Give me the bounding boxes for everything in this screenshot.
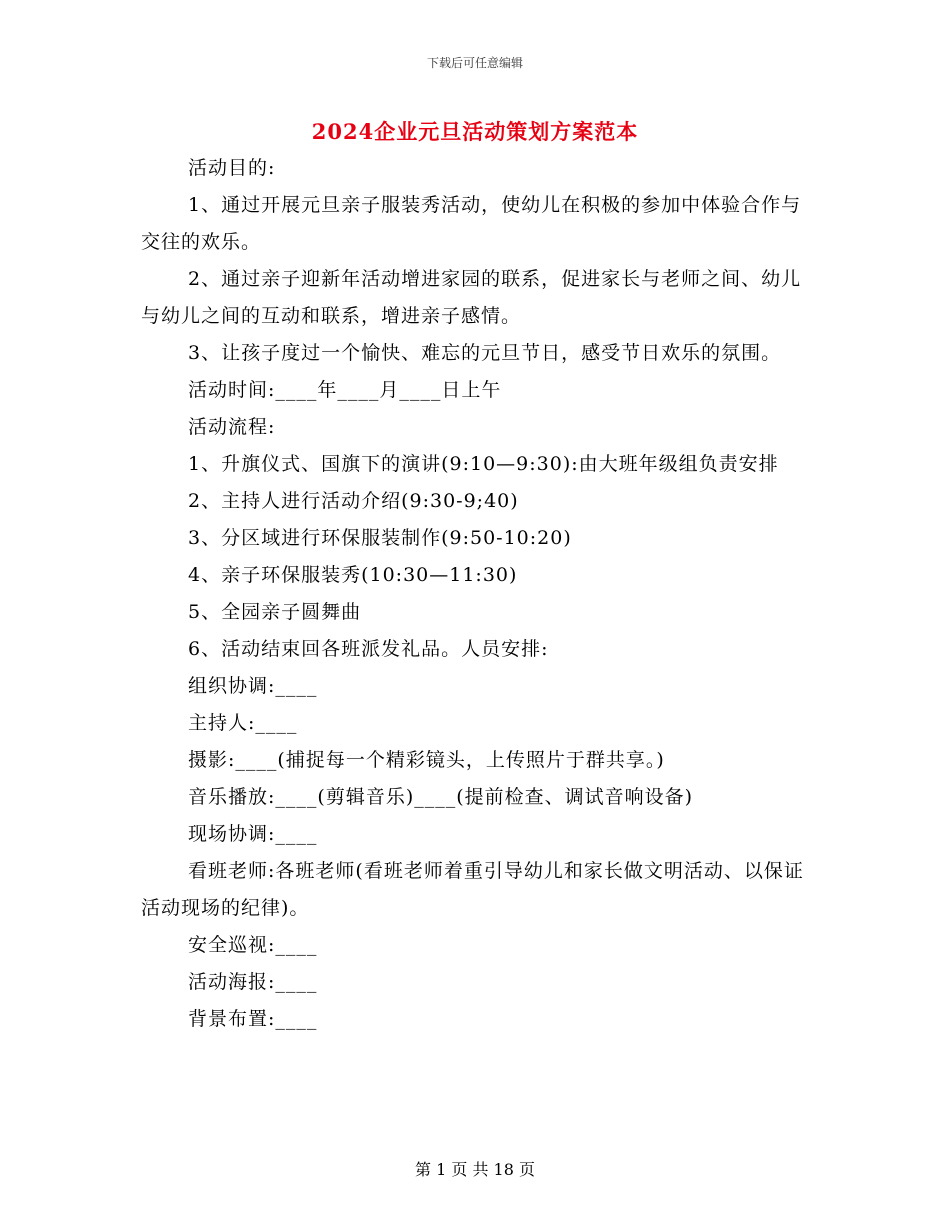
paragraph-activity-time: 活动时间:____年____月____日上午 [188, 379, 502, 401]
paragraph-staff-photography: 摄影:____(捕捉每一个精彩镜头，上传照片于群共享。) [188, 749, 665, 771]
paragraph-process-5: 5、全园亲子圆舞曲 [188, 601, 362, 623]
document-body [141, 150, 811, 1038]
paragraph-staff-onsite: 现场协调:____ [188, 823, 318, 845]
paragraph-process-3: 3、分区域进行环保服装制作(9:50-10:20) [188, 527, 572, 549]
paragraph-staff-coordination: 组织协调:____ [188, 675, 318, 697]
page-footer: 第 1 页 共 18 页 [415, 1160, 535, 1179]
paragraph-process-4: 4、亲子环保服装秀(10:30—11:30) [188, 564, 518, 586]
paragraph-staff-music: 音乐播放:____(剪辑音乐)____(提前检查、调试音响设备) [188, 786, 694, 808]
paragraph-process-6: 6、活动结束回各班派发礼品。人员安排: [188, 638, 549, 660]
paragraph-process-1: 1、升旗仪式、国旗下的演讲(9:10—9:30):由大班年级组负责安排 [188, 453, 779, 475]
paragraph-process-heading: 活动流程: [188, 416, 276, 438]
paragraph-staff-host: 主持人:____ [188, 712, 298, 734]
paragraph-staff-teachers: 看班老师:各班老师(看班老师着重引导幼儿和家长做文明活动、以保证活动现场的纪律)。 [141, 860, 804, 919]
paragraph-purpose-1: 1、通过开展元旦亲子服装秀活动，使幼儿在积极的参加中体验合作与交往的欢乐。 [141, 194, 802, 253]
paragraph-purpose-3: 3、让孩子度过一个愉快、难忘的元旦节日，感受节日欢乐的氛围。 [188, 342, 782, 364]
document-title: 2024企业元旦活动策划方案范本 [311, 119, 639, 144]
paragraph-purpose-heading: 活动目的: [188, 157, 276, 179]
paragraph-staff-backdrop: 背景布置:____ [188, 1008, 318, 1030]
paragraph-staff-poster: 活动海报:____ [188, 971, 318, 993]
paragraph-process-2: 2、主持人进行活动介绍(9:30-9;40) [188, 490, 519, 512]
page-header: 下载后可任意编辑 [426, 56, 523, 70]
paragraph-purpose-2: 2、通过亲子迎新年活动增进家园的联系，促进家长与老师之间、幼儿与幼儿之间的互动和联系，增进亲子感情。 [141, 268, 802, 327]
paragraph-staff-safety: 安全巡视:____ [188, 934, 318, 956]
